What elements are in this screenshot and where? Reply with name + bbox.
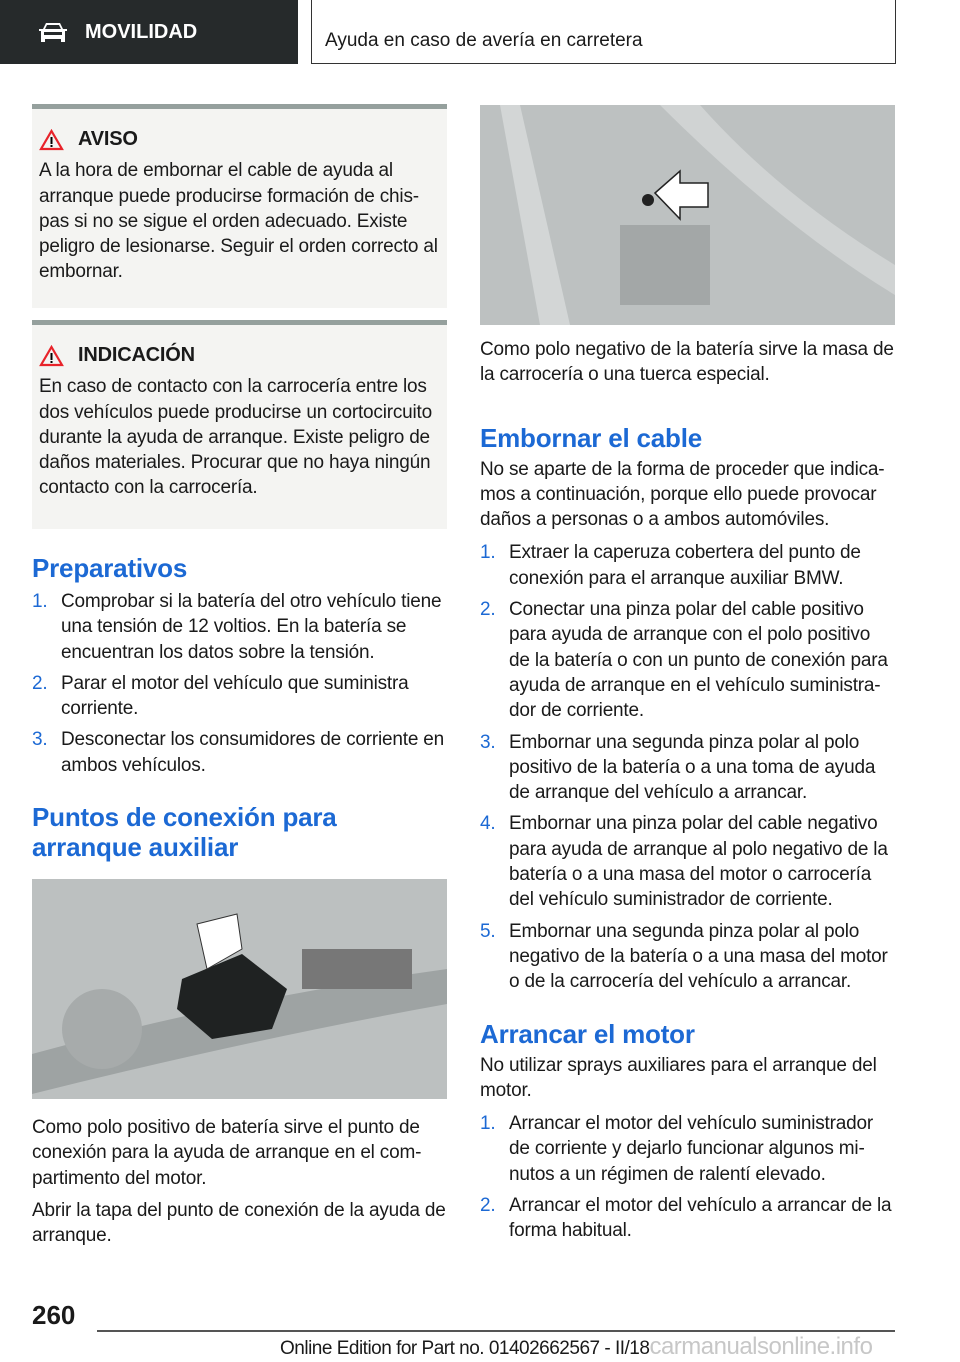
- list-item: [32, 671, 447, 722]
- item-number: 4.: [480, 813, 496, 835]
- list-item: [480, 597, 895, 723]
- watermark: carmanualsonline.info: [649, 1333, 873, 1360]
- item-number: 3.: [32, 729, 48, 751]
- heading-preparativos: Preparativos: [32, 553, 188, 583]
- list-item: [480, 811, 895, 912]
- negative-caption: Como polo negativo de la batería sirve la masa de la carrocería o una tuerca especial.: [480, 339, 894, 386]
- list-item: [480, 1111, 895, 1187]
- negative-terminal-image: [480, 105, 895, 325]
- item-number: 5.: [480, 920, 496, 942]
- notice-text: En caso de contacto con la carrocería entre los dos vehículos puede producirse un cortocircuito durante la ayuda de arranque. Existe peligro de daños materiales. Procurar que no haya ningún contacto con la carrocería.: [39, 376, 432, 499]
- item-text: Embornar una pinza polar del cable negativo para ayuda de arranque al polo negativo de la batería o a una masa del motor o carrocería del vehículo suministrador de corriente.: [509, 813, 888, 911]
- item-number: 3.: [480, 731, 496, 753]
- heading-puntos: Puntos de conexión para arranque auxiliar: [32, 802, 337, 863]
- positive-caption: Como polo positivo de batería sirve el punto de conexión para la ayuda de arranque en el compartimento del motor.: [32, 1117, 422, 1189]
- list-item: [480, 919, 895, 995]
- list-item: [480, 1193, 895, 1244]
- edition-text: Online Edition for Part no. 01402662567 - II/18: [280, 1338, 650, 1359]
- chapter-title: Ayuda en caso de avería en carretera: [325, 29, 643, 51]
- item-number: 2.: [480, 599, 496, 621]
- section-title: MOVILIDAD: [85, 20, 198, 43]
- arrancar-list: [480, 1111, 895, 1243]
- positive-terminal-image: [32, 879, 447, 1099]
- heading-embornar: Embornar el cable: [480, 422, 703, 453]
- item-number: 1.: [32, 591, 48, 612]
- item-number: 2.: [32, 672, 48, 694]
- embornar-intro: No se aparte de la forma de proceder que indicamos a continuación, porque ello puede provocar daños a personas o a ambos automóviles.: [480, 458, 885, 531]
- arrancar-intro: No utilizar sprays auxiliares para el arranque del motor.: [480, 1054, 877, 1101]
- warning-triangle-icon: [39, 129, 64, 151]
- footer-divider: [97, 1330, 895, 1332]
- section-tab: [0, 0, 298, 64]
- item-text: Embornar una segunda pinza polar al polo negativo de la batería o a una masa del motor o de la carrocería del vehículo a arrancar.: [509, 920, 888, 993]
- warning-box: [32, 104, 447, 308]
- footer-edition: [280, 1333, 872, 1361]
- item-text: Desconectar los consumidores de corriente en ambos vehículos.: [61, 729, 445, 776]
- item-number: 1.: [480, 542, 496, 564]
- page-number: 260: [32, 1300, 76, 1330]
- list-item: [32, 727, 447, 778]
- right-column: [480, 105, 895, 1244]
- item-text: Arrancar el motor del vehículo suministrador de corriente y dejarlo funcionar algunos minutos a un régimen de ralentí elevado.: [509, 1113, 873, 1185]
- warning-title: AVISO: [78, 128, 138, 150]
- heading-arrancar: Arrancar el motor: [480, 1018, 695, 1049]
- embornar-list: [480, 540, 895, 994]
- positive-instruction: Abrir la tapa del punto de conexión de la ayuda de arranque.: [32, 1199, 446, 1247]
- list-item: [480, 730, 895, 806]
- list-item: [32, 589, 447, 665]
- item-text: Arrancar el motor del vehículo a arrancar de la forma habitual.: [509, 1195, 892, 1242]
- notice-title: INDICACIÓN: [78, 344, 195, 366]
- notice-box: [32, 320, 447, 529]
- item-number: 2.: [480, 1195, 496, 1217]
- item-text: Parar el motor del vehículo que suministra corriente.: [61, 672, 409, 720]
- item-number: 1.: [480, 1113, 496, 1135]
- item-text: Comprobar si la batería del otro vehículo tiene una tensión de 12 voltios. En la batería se encuentran los datos sobre la tensión.: [61, 591, 442, 663]
- item-text: Conectar una pinza polar del cable positivo para ayuda de arranque con el polo positivo de la batería o con un punto de conexión para ayuda de arranque en el vehículo suministrador de corriente.: [509, 599, 888, 722]
- warning-text: A la hora de embornar el cable de ayuda al arranque puede producirse formación de chispas si no se sigue el orden adecuado. Existe peligro de lesionarse. Seguir el orden correcto al embornar.: [39, 160, 438, 283]
- item-text: Extraer la caperuza cobertera del punto de conexión para el arranque auxiliar BMW.: [509, 542, 861, 589]
- left-column: [32, 104, 447, 1249]
- car-icon: [37, 20, 69, 44]
- list-item: [480, 540, 895, 591]
- item-text: Embornar una segunda pinza polar al polo positivo de la batería o a una toma de ayuda de arranque del vehículo a arrancar.: [509, 731, 876, 804]
- preparativos-list: [32, 589, 447, 778]
- warning-triangle-icon: [39, 345, 64, 367]
- chapter-box: [311, 0, 896, 64]
